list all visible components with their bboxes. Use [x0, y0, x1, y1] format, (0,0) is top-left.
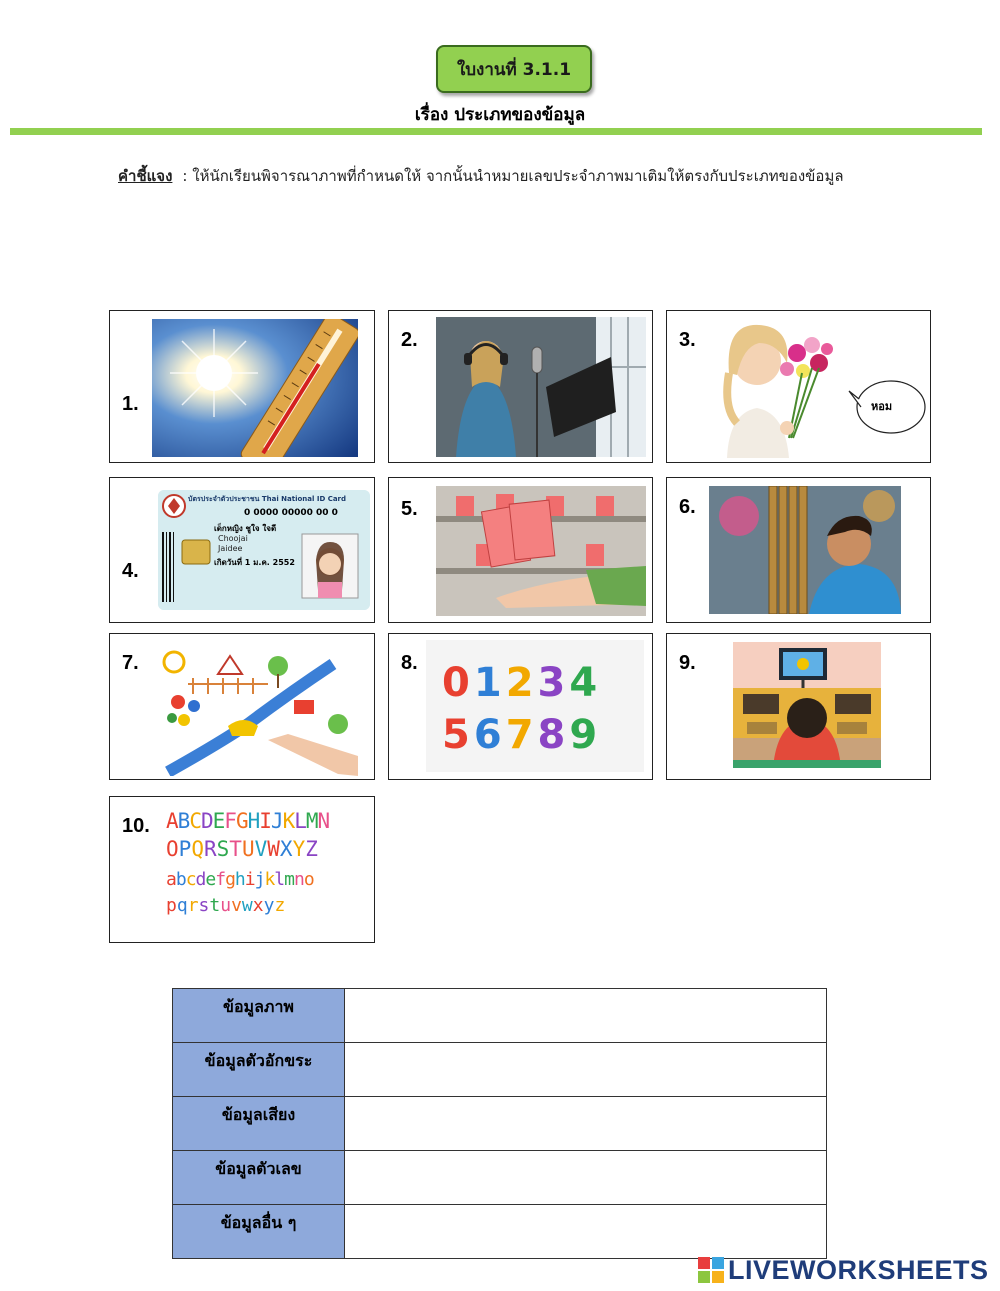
picture-card-4 [109, 477, 375, 623]
picture-card-1 [109, 310, 375, 463]
letter-glyph: f [215, 869, 226, 890]
id-card-lastname: Jaidee [218, 544, 243, 553]
letter-glyph: x [252, 895, 264, 916]
girl-smelling-flowers-icon [707, 313, 847, 458]
letter-glyph: J [270, 809, 283, 833]
letter-glyph: S [216, 837, 230, 861]
letter-glyph: B [177, 809, 190, 833]
digit-glyph: 2 [505, 660, 538, 706]
picture-number: 7. [122, 652, 139, 674]
letter-glyph: U [241, 837, 255, 861]
letter-glyph: h [234, 869, 245, 890]
digit-glyph: 9 [569, 712, 602, 758]
singer-microphone-icon [436, 317, 646, 457]
digit-glyph: 0 [442, 660, 474, 706]
picture-number: 4. [122, 560, 139, 582]
answer-cell-image[interactable] [345, 989, 827, 1043]
picture-number: 1. [122, 393, 139, 415]
id-card-icon [158, 490, 370, 610]
letter-glyph: l [274, 869, 285, 890]
letter-glyph: z [274, 895, 286, 916]
table-row [173, 1205, 827, 1259]
picture-card-6 [666, 477, 931, 623]
table-row [173, 1151, 827, 1205]
digit-glyph: 6 [473, 712, 506, 758]
table-row [173, 1043, 827, 1097]
instructions-label: คำชี้แจง [118, 167, 173, 185]
instructions-text: : ให้นักเรียนพิจารณาภาพที่กำหนดให้ จากนั้นนำหมายเลขประจำภาพมาเติมให้ตรงกับประเภทของข้อมูล [182, 167, 844, 185]
liveworksheets-logo-icon [698, 1257, 724, 1283]
letter-glyph: j [254, 869, 265, 890]
letter-glyph: Q [191, 837, 204, 861]
letter-glyph: v [231, 895, 242, 916]
letter-glyph: E [212, 809, 225, 833]
answer-cell-text[interactable] [345, 1043, 827, 1097]
digit-glyph: 8 [537, 712, 570, 758]
letter-glyph: u [220, 895, 232, 916]
table-row [173, 989, 827, 1043]
letter-glyph: X [279, 837, 293, 861]
letter-glyph: d [195, 869, 206, 890]
letter-glyph: b [175, 869, 186, 890]
watching-tv-icon [733, 642, 881, 768]
picture-number: 10. [122, 815, 150, 837]
answer-cell-number[interactable] [345, 1151, 827, 1205]
picture-card-9 [666, 633, 931, 780]
speech-bubble [847, 377, 927, 437]
picture-number: 9. [679, 652, 696, 674]
alphabet-line-4 [166, 895, 285, 916]
child-drawing-icon [158, 644, 358, 776]
row-label: ข้อมูลตัวอักขระ [173, 1043, 345, 1097]
letter-glyph: k [264, 869, 275, 890]
letter-glyph: Z [305, 837, 318, 861]
row-label: ข้อมูลภาพ [173, 989, 345, 1043]
letter-glyph: n [293, 869, 304, 890]
picture-number: 2. [401, 329, 418, 351]
id-card-name-en: Choojai [218, 534, 248, 543]
row-label: ข้อมูลตัวเลข [173, 1151, 345, 1205]
letter-glyph: a [166, 869, 176, 890]
sun-thermometer-icon [152, 319, 358, 457]
picture-card-10 [109, 796, 375, 943]
picture-number: 6. [679, 496, 696, 518]
khene-player-icon [709, 486, 901, 614]
letter-glyph: V [254, 837, 268, 861]
answer-cell-sound[interactable] [345, 1097, 827, 1151]
digit-glyph: 7 [505, 712, 538, 758]
answer-cell-other[interactable] [345, 1205, 827, 1259]
letter-glyph: M [305, 809, 318, 833]
table-row [173, 1097, 827, 1151]
picture-card-7 [109, 633, 375, 780]
letter-glyph: Y [292, 837, 306, 861]
answer-table [172, 988, 827, 1259]
worksheet-subtitle: เรื่อง ประเภทของข้อมูล [414, 105, 586, 125]
digit-glyph: 4 [569, 660, 602, 706]
letter-glyph: q [176, 895, 188, 916]
letter-glyph: N [317, 809, 330, 833]
id-card-number: 0 0000 00000 00 0 [244, 508, 338, 518]
letter-glyph: r [187, 895, 199, 916]
picture-card-2 [388, 310, 653, 463]
picture-card-3 [666, 310, 931, 463]
picture-number: 3. [679, 329, 696, 351]
letter-glyph: o [303, 869, 314, 890]
id-card-title: บัตรประจำตัวประชาชน Thai National ID Card [188, 495, 347, 503]
alphabet-line-2 [166, 837, 318, 861]
letter-glyph: s [198, 895, 210, 916]
picture-number: 5. [401, 498, 418, 520]
picture-card-8 [388, 633, 653, 780]
picture-number: 8. [401, 652, 418, 674]
letter-glyph: c [185, 869, 196, 890]
picture-card-5 [388, 477, 653, 623]
letter-glyph: L [294, 809, 306, 833]
letter-glyph: t [209, 895, 221, 916]
alphabet-line-1 [166, 809, 329, 833]
digit-glyph: 1 [473, 660, 506, 706]
brand-logo[interactable] [698, 1254, 989, 1286]
digit-glyph: 3 [537, 660, 570, 706]
worksheet-title: ใบงานที่ 3.1.1 [436, 45, 592, 93]
letter-glyph: C [189, 809, 201, 833]
letter-glyph: i [244, 869, 255, 890]
letter-glyph: G [235, 809, 248, 833]
letter-glyph: P [178, 837, 192, 861]
alphabet-line-3 [166, 869, 314, 890]
letter-glyph: w [241, 895, 253, 916]
handwritten-alphabet-icon [166, 809, 372, 937]
price-tags-icon [436, 486, 646, 616]
letter-glyph: W [267, 837, 280, 861]
speech-text: หอม [871, 400, 893, 413]
letter-glyph: R [203, 837, 217, 861]
letter-glyph: y [263, 895, 275, 916]
letter-glyph: T [229, 837, 242, 861]
digits-row-1 [442, 660, 601, 706]
divider [10, 128, 982, 135]
letter-glyph: e [205, 869, 216, 890]
letter-glyph: K [282, 809, 295, 833]
row-label: ข้อมูลอื่น ๆ [173, 1205, 345, 1259]
letter-glyph: I [259, 809, 271, 833]
letter-glyph: H [247, 809, 260, 833]
instructions [118, 160, 918, 193]
row-label: ข้อมูลเสียง [173, 1097, 345, 1151]
letter-glyph: O [166, 837, 179, 861]
letter-glyph: D [200, 809, 213, 833]
origami-digits-icon [426, 640, 644, 772]
letter-glyph: m [284, 869, 294, 890]
brand-name: LIVEWORKSHEETS [728, 1254, 989, 1285]
id-card-birth: เกิดวันที่ 1 ม.ค. 2552 [214, 558, 295, 567]
letter-glyph: g [225, 869, 235, 890]
digit-glyph: 5 [442, 712, 474, 758]
id-card-name-th: เด็กหญิง ชูใจ ใจดี [214, 524, 277, 533]
letter-glyph: p [166, 895, 177, 916]
digits-row-2 [442, 712, 601, 758]
letter-glyph: A [166, 809, 178, 833]
letter-glyph: F [224, 809, 236, 833]
